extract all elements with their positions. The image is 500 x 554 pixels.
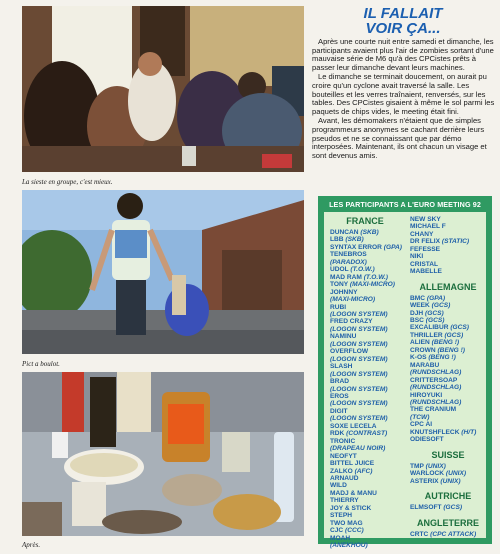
participant-group: (LOGON SYSTEM)	[330, 400, 388, 408]
participant-group: (ANEKHOU)	[330, 542, 368, 550]
participant-entry	[410, 406, 486, 413]
participant-entry	[330, 542, 406, 549]
participant-name: ELMSOFT	[410, 504, 442, 512]
participant-name: ODIESOFT	[410, 436, 444, 444]
participant-group: (LOGON SYSTEM)	[330, 325, 388, 333]
participant-entry	[410, 246, 486, 253]
participant-entry	[410, 414, 486, 421]
participant-group: (MAXI-MICRO)	[349, 281, 395, 289]
participant-entry	[330, 505, 406, 512]
participant-entry	[330, 386, 406, 393]
participant-name: K-OS	[410, 354, 427, 362]
participant-name: TWO MAG	[330, 519, 363, 527]
participant-entry	[410, 295, 486, 302]
participant-entry	[330, 348, 406, 355]
participant-name: EXCALIBUR	[410, 324, 449, 332]
participant-entry	[330, 341, 406, 348]
photo-table-mess-image	[22, 372, 304, 536]
participant-group: (RUNDSCHLAG)	[410, 398, 462, 406]
participant-name: TMP	[410, 462, 424, 470]
caption-photo3: Après.	[22, 541, 41, 549]
participant-name: MABELLE	[410, 268, 442, 276]
participant-name: OVERFLOW	[330, 348, 369, 356]
participant-group: (LOGON SYSTEM)	[330, 355, 388, 363]
participant-entry	[330, 482, 406, 489]
participant-group: (SKB)	[345, 236, 364, 244]
participant-name: BRAD	[330, 378, 350, 386]
participant-name: WILD	[330, 482, 347, 490]
participant-entry	[410, 302, 486, 309]
participant-name: FRED CRAZY	[330, 318, 373, 326]
article-body	[312, 38, 495, 161]
switzerland-list	[410, 463, 486, 485]
participant-entry	[330, 430, 406, 437]
participant-group: (MAXI-MICRO)	[330, 296, 376, 304]
participant-name: HIROYUKI	[410, 391, 443, 399]
participant-name: CRISTAL	[410, 260, 439, 268]
participant-name: NEW SKY	[410, 216, 441, 223]
austria-list	[410, 504, 486, 511]
participant-entry	[410, 478, 486, 485]
photo-walking	[22, 190, 304, 354]
participant-group: (T.O.W.)	[350, 266, 375, 274]
participant-name: BMC	[410, 294, 426, 302]
participant-name: KNUTSHFLECK	[410, 428, 460, 436]
france-list-continued	[410, 216, 486, 276]
participant-name: CRITTERSOAP	[410, 376, 458, 384]
germany-list	[410, 295, 486, 444]
participant-group: (LOGON SYSTEM)	[330, 415, 388, 423]
participant-entry	[330, 251, 406, 258]
participant-entry	[410, 377, 486, 384]
participant-entry	[330, 289, 406, 296]
participant-name: MICHAEL F	[410, 223, 446, 231]
country-switzerland: SUISSE	[431, 449, 465, 460]
participant-name: RUBI	[330, 303, 347, 311]
participant-group: (BENG !)	[428, 354, 456, 362]
participant-name: TRONIC	[330, 437, 356, 445]
participant-name: NAMINU	[330, 333, 357, 341]
england-list	[410, 531, 486, 538]
participant-entry	[330, 333, 406, 340]
participant-entry	[410, 436, 486, 443]
participant-group: (SKB)	[360, 229, 379, 236]
participant-group: (GPA)	[426, 294, 446, 302]
participant-group: (STATIC)	[441, 238, 470, 246]
participants-column-right	[410, 216, 486, 538]
participant-name: DIGIT	[330, 407, 348, 415]
participant-name: CRTC	[410, 530, 429, 538]
photo-table-mess	[22, 372, 304, 536]
participant-name: NEOFYT	[330, 452, 357, 460]
participant-group: (LOGON SYSTEM)	[330, 340, 388, 348]
participants-column-left	[330, 216, 406, 549]
participant-group: (DRAPEAU NOIR)	[330, 445, 386, 453]
participant-group: (CPC ATTACK)	[430, 530, 477, 538]
participant-name: MARABU	[410, 361, 440, 369]
participant-entry	[410, 399, 486, 406]
participant-name: NIKI	[410, 253, 424, 261]
article-title	[318, 6, 488, 36]
participant-name: ZALKO	[330, 467, 353, 475]
participant-name: MADJ & MANU	[330, 489, 377, 497]
participant-entry	[330, 311, 406, 318]
participant-entry	[330, 438, 406, 445]
participant-entry	[330, 229, 406, 236]
participant-name: CJC	[330, 527, 344, 535]
participant-entry	[330, 460, 406, 467]
participant-entry	[330, 378, 406, 385]
participant-name: RDK	[330, 430, 345, 438]
participant-name: FEFESSE	[410, 245, 441, 253]
participants-heading: LES PARTICIPANTS A L'EURO MEETING 92	[329, 200, 481, 209]
participant-entry	[410, 470, 486, 477]
participant-name: THE CRANIUM	[410, 406, 457, 414]
article-title-line1: IL FALLAIT	[363, 5, 443, 22]
participant-entry	[410, 231, 486, 238]
participant-group: (GCS)	[443, 504, 463, 512]
participant-entry	[410, 421, 486, 428]
photo-walking-image	[22, 190, 304, 354]
participant-name: ASTERIX	[410, 477, 439, 485]
participant-group: (PARADOX)	[330, 258, 367, 266]
participant-entry	[410, 310, 486, 317]
participant-entry	[330, 356, 406, 363]
participant-entry	[330, 363, 406, 370]
participant-entry	[330, 393, 406, 400]
participant-group: (GCS)	[425, 309, 444, 317]
participant-group: (AFC)	[354, 467, 373, 475]
participant-name: EROS	[330, 392, 349, 400]
article-paragraph-3: Avant, les démomakers n'étaient que de simples programmeurs anonymes se cachant derrière leurs pseudos et ne se connaissant que par démo interposées. Maintenant, ils ont chacun un visage et sont devenus amis.	[312, 116, 487, 160]
participant-group: (RUNDSCHLAG)	[410, 369, 462, 377]
participant-group: (UNIX)	[425, 462, 446, 470]
participant-name: THRILLER	[410, 331, 443, 339]
participant-name: JOY & STICK	[330, 504, 372, 512]
photo-group-nap	[22, 6, 304, 172]
participant-entry	[410, 261, 486, 268]
participant-entry	[410, 223, 486, 230]
participant-group: (H/T)	[461, 428, 477, 436]
participant-entry	[330, 497, 406, 504]
participant-entry	[410, 354, 486, 361]
participant-group: (LOGON SYSTEM)	[330, 370, 388, 378]
participant-name: WEEK	[410, 302, 430, 310]
participant-entry	[330, 475, 406, 482]
participant-name: ALIEN	[410, 339, 430, 347]
participant-entry	[410, 392, 486, 399]
article-title-line2: VOIR ÇA...	[365, 20, 441, 37]
participant-name: CPC AI	[410, 421, 433, 429]
participant-entry	[410, 369, 486, 376]
participant-name: STEPH	[330, 512, 352, 520]
participant-entry	[410, 238, 486, 245]
participant-name: LBB	[330, 236, 344, 244]
participant-entry	[410, 429, 486, 436]
participant-entry	[330, 266, 406, 273]
participant-name: DR FELIX	[410, 238, 441, 246]
participant-entry	[330, 415, 406, 422]
country-england: ANGLETERRE	[416, 517, 479, 528]
participant-name: SYNTAX ERROR	[330, 243, 382, 251]
participant-entry	[330, 400, 406, 407]
participant-entry	[330, 281, 406, 288]
participant-group: (GPA)	[383, 243, 402, 251]
participant-name: ARNAUD	[330, 474, 359, 482]
participant-entry	[330, 445, 406, 452]
participant-group: (GCS)	[450, 324, 469, 332]
participant-name: DUNCAN	[330, 229, 359, 236]
participant-group: (GCS)	[425, 316, 445, 324]
participant-entry	[330, 535, 406, 542]
participant-group: (BENG !)	[437, 346, 465, 354]
country-france: FRANCE	[346, 216, 384, 226]
participant-entry	[410, 339, 486, 346]
participant-entry	[330, 318, 406, 325]
participant-name: DJH	[410, 309, 424, 317]
participant-name: UDOL	[330, 266, 349, 274]
participant-name: CHANY	[410, 230, 434, 238]
participant-name: SOXE LECELA	[330, 422, 377, 430]
participant-entry	[330, 408, 406, 415]
article-paragraph-2: Le dimanche se terminait doucement, on aurait pu croire qu'un cyclone avait traversé la salle. Les bouteilles et les verres traînaient, renversés, sur les tables. Des CPCistes gisaient à même le sol parmi les paquets de chips vides, le meeting était fini.	[312, 72, 495, 116]
participant-entry	[330, 326, 406, 333]
participant-name: BITTEL JUICE	[330, 460, 375, 468]
participant-entry	[410, 268, 486, 275]
participant-entry	[330, 236, 406, 243]
participant-entry	[330, 304, 406, 311]
participant-entry	[410, 216, 486, 223]
participant-entry	[410, 347, 486, 354]
participant-entry	[330, 453, 406, 460]
participant-entry	[410, 253, 486, 260]
participant-group: (CONTRAST)	[346, 430, 388, 438]
article-paragraph-1: Après une courte nuit entre samedi et dimanche, les participants avaient plus l'air de zombies sortant d'une mauvaise série de M6 qu'à des CPCistes prêts à passer leur dimanche devant leurs machines.	[312, 37, 494, 72]
photo-group-nap-image	[22, 6, 304, 172]
participant-name: BSC	[410, 316, 424, 324]
participant-group: (GCS)	[431, 302, 451, 310]
participant-entry	[330, 244, 406, 251]
participant-entry	[330, 490, 406, 497]
participant-entry	[330, 259, 406, 266]
participant-group: (TCW)	[410, 413, 430, 421]
participant-group: (LOGON SYSTEM)	[330, 385, 388, 393]
participant-entry	[410, 317, 486, 324]
participant-name: THIERRY	[330, 497, 359, 505]
country-austria: AUTRICHE	[424, 491, 472, 502]
participant-group: (RUNDSCHLAG)	[410, 384, 462, 392]
participant-entry	[330, 423, 406, 430]
participant-group: (CCC)	[345, 527, 364, 535]
participant-name: WARLOCK	[410, 470, 445, 478]
participant-group: (UNIX)	[445, 470, 467, 478]
participant-name: SLASH	[330, 363, 353, 371]
participant-group: (GCS)	[444, 331, 464, 339]
participant-group: (UNIX)	[440, 477, 461, 485]
france-list	[330, 229, 406, 549]
country-germany: ALLEMAGNE	[419, 281, 477, 292]
participant-group: (BENG !)	[431, 339, 460, 347]
participant-entry	[410, 504, 486, 511]
participants-box	[318, 196, 492, 550]
participant-entry	[330, 371, 406, 378]
participant-entry	[330, 527, 406, 534]
participant-entry	[330, 274, 406, 281]
participant-name: TENEBROS	[330, 251, 367, 259]
caption-photo1: La sieste en groupe, c'est mieux.	[22, 178, 113, 186]
participant-entry	[410, 531, 486, 538]
participant-group: (LOGON SYSTEM)	[330, 310, 388, 318]
caption-photo2: Pict a boulot.	[22, 360, 60, 368]
participant-entry	[330, 296, 406, 303]
participant-entry	[410, 324, 486, 331]
participant-name: TONY	[330, 281, 349, 289]
participant-entry	[330, 520, 406, 527]
participant-entry	[410, 463, 486, 470]
participant-entry	[330, 468, 406, 475]
participant-entry	[410, 362, 486, 369]
participant-name: MOAH	[330, 534, 351, 542]
participant-group: (T.O.W.)	[363, 273, 389, 281]
participants-list	[324, 212, 486, 550]
participant-name: MAD RAM	[330, 273, 362, 281]
participant-entry	[330, 512, 406, 519]
participant-entry	[410, 332, 486, 339]
participant-name: CROWN	[410, 346, 436, 354]
participant-name: JOHNNY	[330, 288, 358, 296]
participant-entry	[410, 384, 486, 391]
